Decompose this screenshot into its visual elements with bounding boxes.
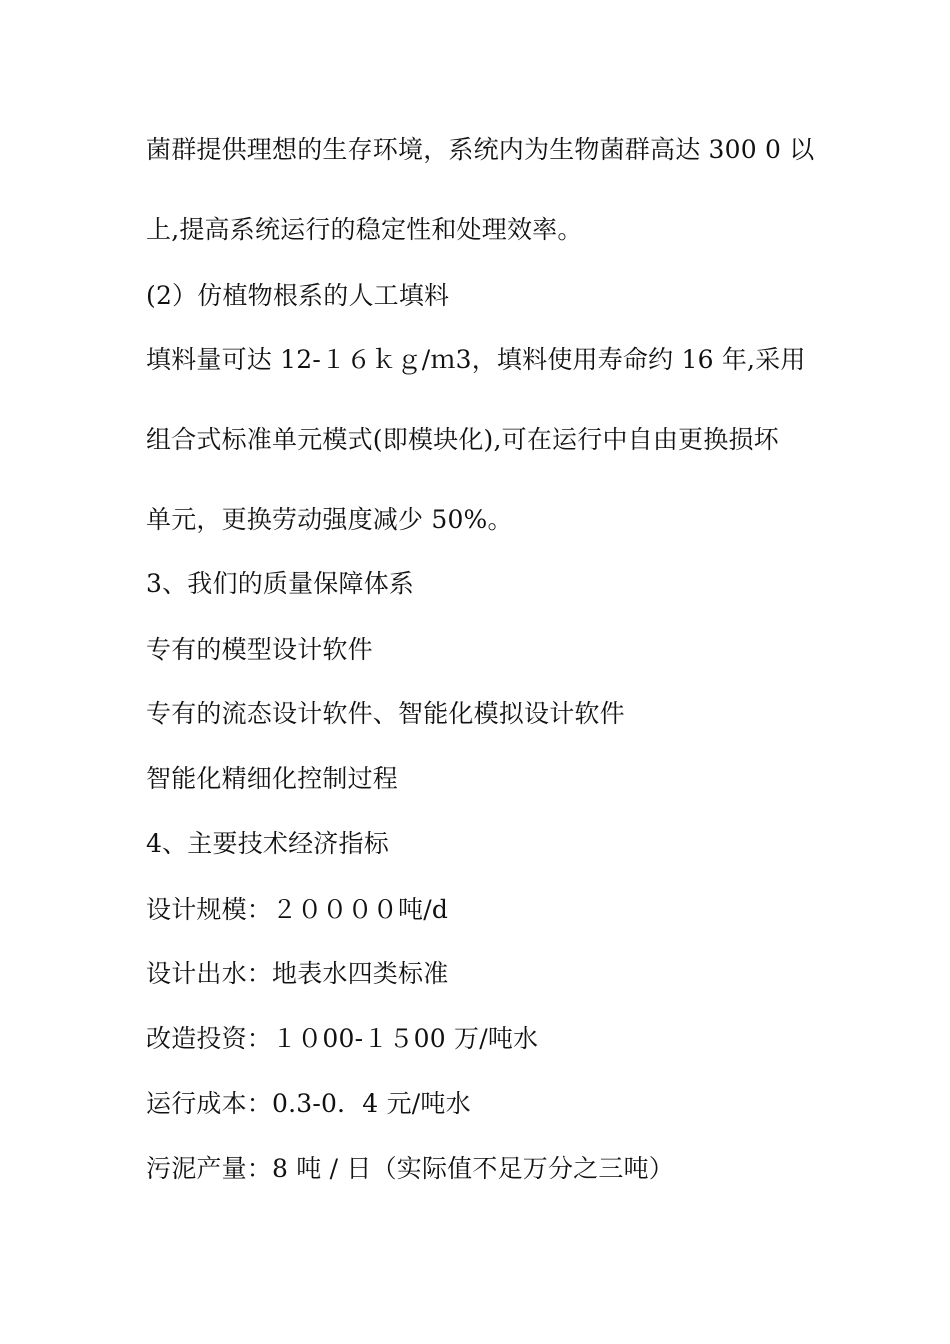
section-heading-quality: 3、我们的质量保障体系 (146, 569, 415, 598)
text-line-15: 运行成本：0.3-0．4 元/吨水 (146, 1089, 471, 1118)
text-line-12: 设计规模：２００００吨/d (146, 895, 449, 924)
text-line-4: 填料量可达 12-１６ｋｇ/ｍ3，填料使用寿命约 16 年,采用 (146, 345, 806, 374)
text-line-16: 污泥产量：8 吨 / 日（实际值不足万分之三吨） (146, 1154, 674, 1183)
text-line-1: 菌群提供理想的生存环境，系统内为生物菌群高达 300 0 以 (146, 135, 815, 164)
text-line-10: 智能化精细化控制过程 (146, 764, 399, 793)
text-line-3: (2）仿植物根系的人工填料 (146, 281, 450, 310)
text-line-2: 上,提高系统运行的稳定性和处理效率。 (146, 215, 583, 244)
text-line-13: 设计出水：地表水四类标准 (146, 959, 449, 988)
section-heading-indicators: 4、主要技术经济指标 (146, 829, 389, 858)
text-line-9: 专有的流态设计软件、智能化模拟设计软件 (146, 699, 625, 728)
text-line-14: 改造投资：１０00-１５00 万/吨水 (146, 1024, 539, 1053)
text-line-6: 单元，更换劳动强度减少 50%。 (146, 505, 513, 534)
text-line-8: 专有的模型设计软件 (146, 635, 373, 664)
text-line-5: 组合式标准单元模式(即模块化),可在运行中自由更换损坏 (146, 425, 779, 454)
